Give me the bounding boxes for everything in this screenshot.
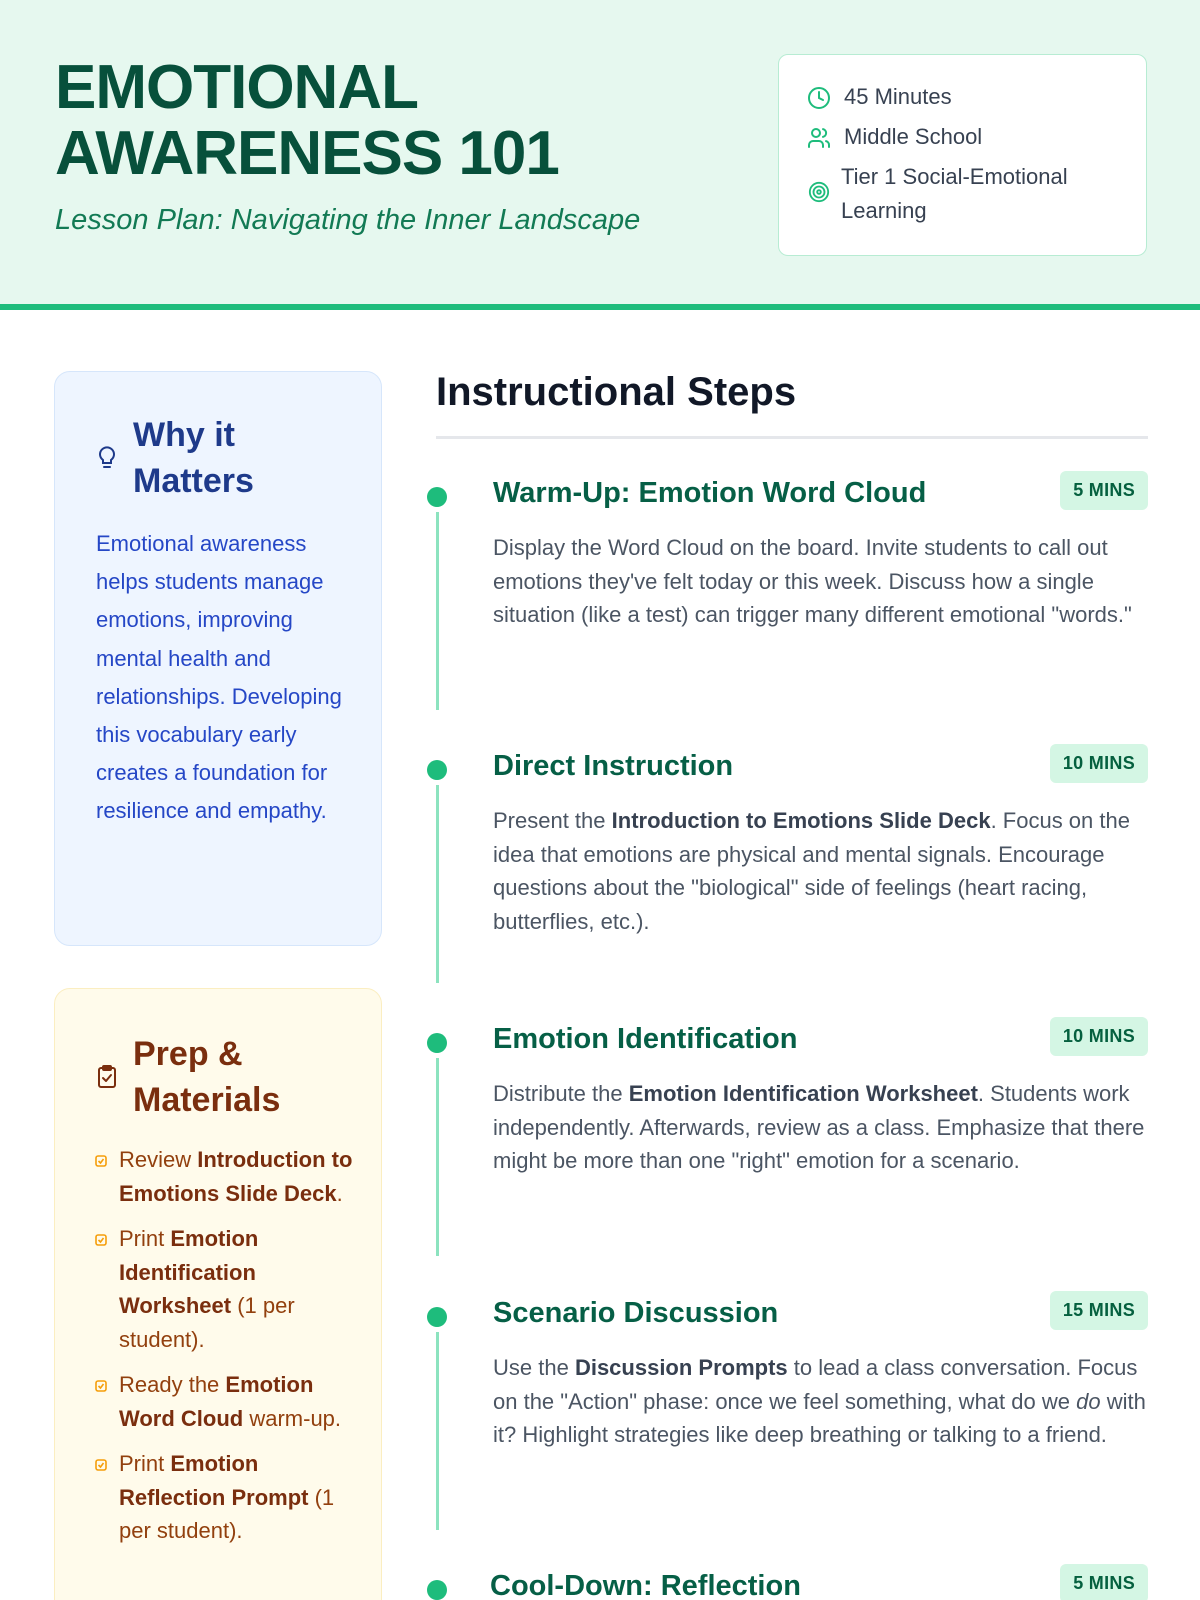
checkbox-icon [95, 1155, 107, 1167]
meta-audience-text: Middle School [844, 124, 983, 149]
divider [436, 436, 1148, 439]
prep-list [95, 1143, 357, 1560]
checkbox-icon [95, 1380, 107, 1392]
duration-badge: 10 MINS [1050, 1017, 1148, 1056]
list-item: Ready the Emotion Word Cloud warm-up. [95, 1368, 357, 1435]
why-it-matters-card [54, 371, 382, 946]
why-heading [97, 412, 283, 504]
step-title: Cool-Down: Reflection [490, 1570, 801, 1600]
duration-badge: 10 MINS [1050, 744, 1148, 783]
list-item: Print Emotion Identification Worksheet (1 per student). [95, 1222, 357, 1356]
list-item: Print Emotion Reflection Prompt (1 per student). [95, 1447, 357, 1548]
prep-title: Prep & Materials [133, 1035, 281, 1119]
target-icon [807, 181, 831, 203]
lightbulb-icon [97, 445, 117, 471]
timeline-dot [427, 1580, 447, 1600]
duration-badge: 15 MINS [1050, 1291, 1148, 1330]
why-body: Emotional awareness helps students manage emotions, improving mental health and relationships. Developing this vocabulary early creates a foundation for resilience and empathy. [96, 531, 342, 824]
why-title: Why it Matters [133, 416, 254, 500]
step-description: Use the Discussion Prompts to lead a class conversation. Focus on the "Action" phase: once we feel something, what do we do with it? Highlight strategies like deep breathing or talking to a friend. [493, 1355, 1146, 1448]
clock-icon [807, 86, 831, 110]
checkbox-icon [95, 1459, 107, 1471]
meta-tier-text: Tier 1 Social-Emotional Learning [841, 164, 1068, 223]
duration-badge: 5 MINS [1060, 471, 1148, 510]
checkbox-icon [95, 1234, 107, 1246]
duration-badge: 5 MINS [1060, 1564, 1148, 1600]
prep-heading [97, 1031, 303, 1123]
page-title: EMOTIONAL AWARENESS 101 [55, 53, 559, 188]
timeline-dot [427, 760, 447, 780]
step-title: Scenario Discussion [493, 1297, 779, 1329]
meta-duration [807, 83, 1126, 111]
list-item: Review Introduction to Emotions Slide Deck. [95, 1143, 357, 1210]
timeline-dot [427, 1033, 447, 1053]
timeline-line [436, 1058, 439, 1256]
timeline-dot [427, 1307, 447, 1327]
prep-materials-card [54, 988, 382, 1600]
lesson-meta-card [778, 54, 1147, 256]
step-title: Direct Instruction [493, 750, 734, 782]
step-description: Distribute the Emotion Identification Worksheet. Students work independently. Afterwards, review as a class. Emphasize that there might be more than one "right" emotion for a scenario. [493, 1081, 1145, 1174]
step-description: Present the Introduction to Emotions Slide Deck. Focus on the idea that emotions are physical and mental signals. Encourage questions about the "biological" side of feelings (heart racing, butterflies, etc.). [493, 808, 1130, 934]
steps-heading: Instructional Steps [436, 370, 797, 414]
timeline-line [436, 512, 439, 710]
page-header [0, 0, 1200, 310]
step-title: Emotion Identification [493, 1023, 798, 1055]
meta-tier [807, 163, 1126, 228]
step-title: Warm-Up: Emotion Word Cloud [493, 477, 927, 509]
timeline-dot [427, 487, 447, 507]
users-icon [807, 126, 831, 150]
timeline-line [436, 1332, 439, 1530]
meta-duration-text: 45 Minutes [844, 84, 952, 109]
meta-audience [807, 123, 1126, 151]
timeline-line [436, 785, 439, 983]
clipboard-check-icon [97, 1064, 117, 1090]
step-description: Display the Word Cloud on the board. Invite students to call out emotions they've felt today or this week. Discuss how a single situation (like a test) can trigger many different emotional "words." [493, 535, 1132, 628]
page-subtitle: Lesson Plan: Navigating the Inner Landscape [55, 204, 641, 236]
